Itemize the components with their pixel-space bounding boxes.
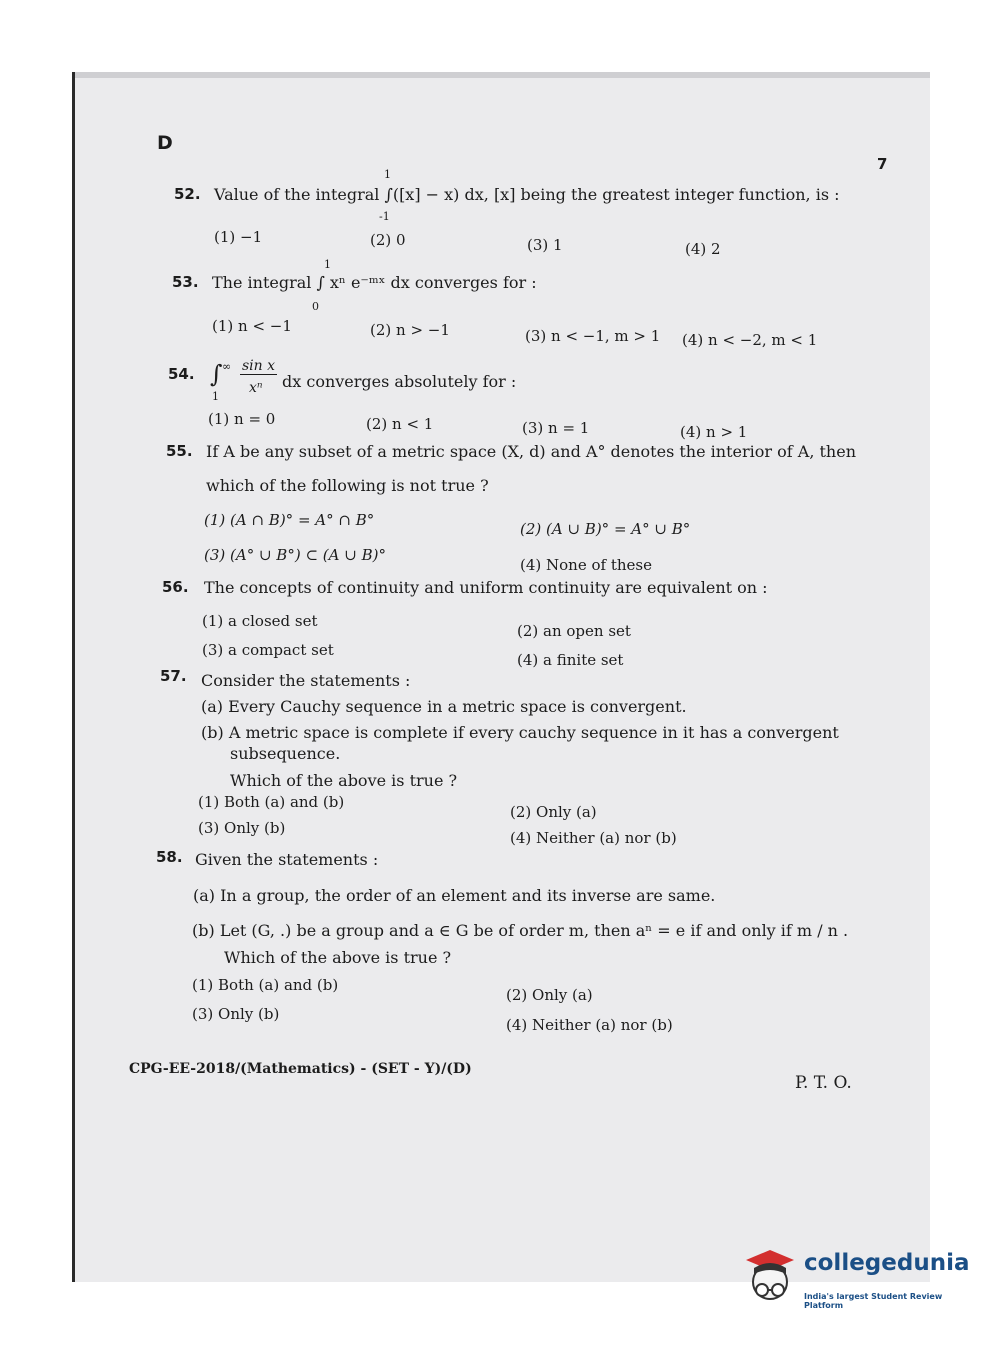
option-3: (3) Only (b) — [192, 1005, 280, 1023]
statement-a: (a) In a group, the order of an element and its inverse are same. — [193, 886, 716, 905]
option-2: (2) n < 1 — [366, 415, 434, 433]
brand-name: collegedunia — [804, 1250, 970, 1276]
option-1: (1) Both (a) and (b) — [192, 976, 339, 994]
integral-lower-limit: -1 — [379, 210, 390, 223]
question-text: Consider the statements : — [201, 671, 411, 690]
option-4: (4) n < −2, m < 1 — [682, 331, 818, 349]
statement-b-line-1: (b) A metric space is complete if every cauchy sequence in it has a convergent — [201, 723, 839, 742]
question-number: 54. — [168, 365, 195, 383]
set-letter: D — [157, 132, 173, 154]
question-text: Value of the integral ∫([x] − x) dx, [x] being the greatest integer function, is : — [214, 185, 840, 204]
option-4: (4) 2 — [685, 240, 721, 258]
integral-sign: ∫ — [210, 360, 223, 388]
option-1: (1) n < −1 — [212, 317, 292, 335]
fraction-denominator: xⁿ — [249, 380, 263, 396]
option-2: (2) (A ∪ B)° = A° ∪ B° — [520, 520, 691, 538]
option-3: (3) Only (b) — [198, 819, 286, 837]
option-1: (1) a closed set — [202, 612, 318, 630]
option-3: (3) a compact set — [202, 641, 334, 659]
brand-tagline: India's largest Student Review Platform — [804, 1292, 943, 1310]
question-number: 55. — [166, 442, 193, 460]
option-1: (1) (A ∩ B)° = A° ∩ B° — [204, 511, 375, 529]
statement-b-line-2: subsequence. — [230, 744, 341, 763]
integral-upper-limit: ∞ — [222, 360, 232, 373]
pto-label: P. T. O. — [795, 1073, 852, 1093]
question-prompt: Which of the above is true ? — [224, 948, 452, 967]
question-text: Given the statements : — [195, 850, 379, 869]
page-number: 7 — [877, 155, 888, 173]
option-2: (2) Only (a) — [506, 986, 593, 1004]
paper-code: CPG-EE-2018/(Mathematics) - (SET - Y)/(D) — [129, 1061, 472, 1077]
question-number: 52. — [174, 185, 201, 203]
integral-lower-limit: 0 — [312, 300, 319, 313]
question-number: 57. — [160, 667, 187, 685]
option-3: (3) 1 — [527, 236, 563, 254]
option-4: (4) None of these — [520, 556, 652, 574]
option-4: (4) Neither (a) nor (b) — [510, 829, 677, 847]
option-1: (1) n = 0 — [208, 410, 276, 428]
option-2: (2) Only (a) — [510, 803, 597, 821]
question-text-line-1: If A be any subset of a metric space (X, d) and A° denotes the interior of A, then — [206, 442, 856, 461]
question-text: dx converges absolutely for : — [282, 372, 517, 391]
option-3: (3) n < −1, m > 1 — [525, 327, 661, 345]
option-2: (2) 0 — [370, 231, 406, 249]
question-number: 56. — [162, 578, 189, 596]
question-text: The concepts of continuity and uniform continuity are equivalent on : — [204, 578, 768, 597]
option-2: (2) an open set — [517, 622, 631, 640]
option-4: (4) a finite set — [517, 651, 624, 669]
integral-lower-limit: 1 — [212, 390, 219, 403]
statement-a: (a) Every Cauchy sequence in a metric space is convergent. — [201, 697, 687, 716]
mascot-icon — [740, 1240, 800, 1312]
option-3: (3) n = 1 — [522, 419, 590, 437]
statement-b: (b) Let (G, .) be a group and a ∈ G be of order m, then aⁿ = e if and only if m / n . — [192, 921, 849, 940]
scan-top-edge — [75, 72, 930, 78]
question-number: 53. — [172, 273, 199, 291]
question-text-line-2: which of the following is not true ? — [206, 476, 489, 495]
option-4: (4) n > 1 — [680, 423, 748, 441]
option-4: (4) Neither (a) nor (b) — [506, 1016, 673, 1034]
option-1: (1) −1 — [214, 228, 263, 246]
collegedunia-logo — [740, 1240, 970, 1315]
question-number: 58. — [156, 848, 183, 866]
question-text: The integral ∫ xⁿ e⁻ᵐˣ dx converges for : — [212, 273, 537, 292]
option-1: (1) Both (a) and (b) — [198, 793, 345, 811]
integral-upper-limit: 1 — [324, 258, 331, 271]
option-3: (3) (A° ∪ B°) ⊂ (A ∪ B)° — [204, 546, 386, 564]
integral-upper-limit: 1 — [384, 168, 391, 181]
exam-page — [102, 110, 892, 1190]
option-2: (2) n > −1 — [370, 321, 450, 339]
fraction-numerator: sin x — [242, 358, 276, 374]
question-prompt: Which of the above is true ? — [230, 771, 458, 790]
